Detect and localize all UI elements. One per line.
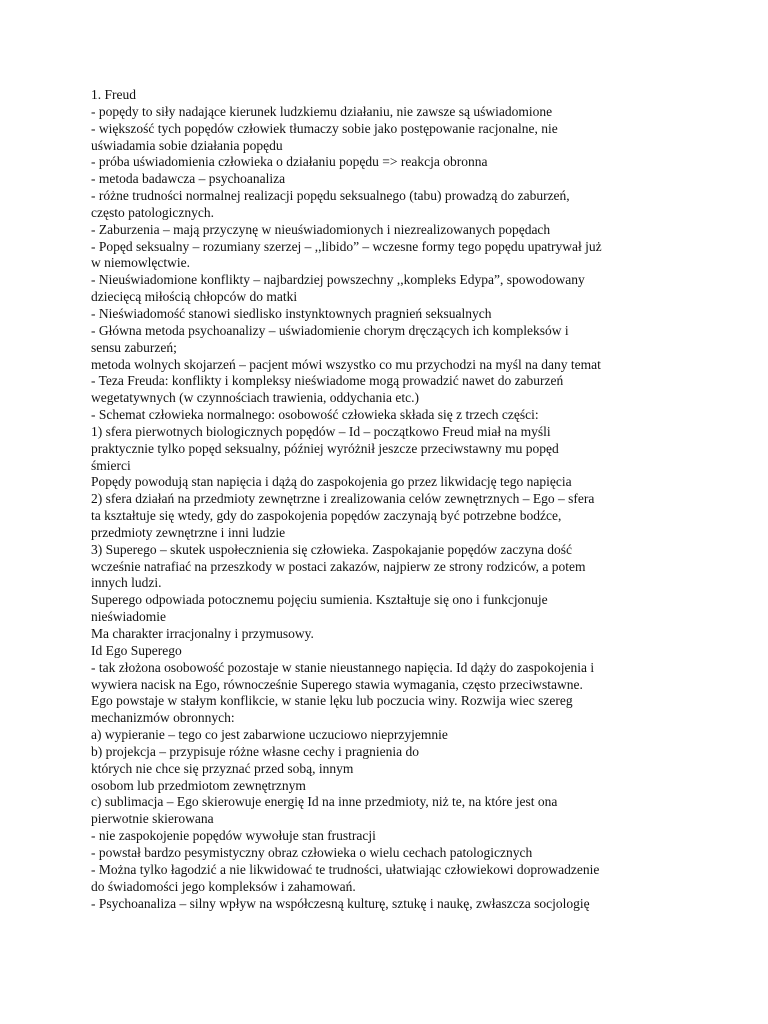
text-line: - metoda badawcza – psychoanaliza <box>91 171 286 187</box>
text-line: a) wypieranie – tego co jest zabarwione uczuciowo nieprzyjemnie <box>91 727 448 743</box>
document-body <box>91 87 686 912</box>
text-line: innych ludzi. <box>91 575 162 591</box>
text-line: Popędy powodują stan napięcia i dążą do zaspokojenia go przez likwidację tego napięcia <box>91 474 572 490</box>
text-line: mechanizmów obronnych: <box>91 710 235 726</box>
text-line: Superego odpowiada potocznemu pojęciu sumienia. Kształtuje się ono i funkcjonuje <box>91 592 548 608</box>
text-line: - tak złożona osobowość pozostaje w stanie nieustannego napięcia. Id dąży do zaspokojenia i <box>91 659 595 675</box>
text-line: 3) Superego – skutek uspołecznienia się człowieka. Zaspokajanie popędów zaczyna dość <box>91 541 572 557</box>
text-line: - Popęd seksualny – rozumiany szerzej – ,,libido” – wczesne formy tego popędu upatrywał już <box>91 238 602 254</box>
text-line: do świadomości jego kompleksów i zahamowań. <box>91 878 356 894</box>
text-line: Ma charakter irracjonalny i przymusowy. <box>91 626 314 641</box>
text-line: - nie zaspokojenie popędów wywołuje stan frustracji <box>91 828 376 844</box>
text-line: sensu zaburzeń; <box>91 339 177 355</box>
text-line: 1) sfera pierwotnych biologicznych popędów – Id – początkowo Freud miał na myśli <box>91 423 551 439</box>
text-line: wywiera nacisk na Ego, równocześnie Superego stawia wymagania, często przeciwstawne. <box>91 676 583 692</box>
text-line: - Nieświadomość stanowi siedlisko instynktownych pragnień seksualnych <box>91 305 492 321</box>
text-line: osobom lub przedmiotom zewnętrznym <box>91 777 306 793</box>
text-line: - Nieuświadomione konflikty – najbardziej powszechny ,,kompleks Edypa”, spowodowany <box>91 272 585 288</box>
text-line: dziecięcą miłością chłopców do matki <box>91 289 298 305</box>
text-line: śmierci <box>91 457 131 473</box>
text-line: c) sublimacja – Ego skierowuje energię Id na inne przedmioty, niż te, na które jest ona <box>91 794 558 810</box>
text-line: Id Ego Superego <box>91 642 182 658</box>
text-line: - różne trudności normalnej realizacji popędu seksualnego (tabu) prowadzą do zaburzeń, <box>91 188 570 204</box>
text-line: - Schemat człowieka normalnego: osobowość człowieka składa się z trzech części: <box>91 407 539 423</box>
text-line: - większość tych popędów człowiek tłumaczy sobie jako postępowanie racjonalne, nie <box>91 120 558 136</box>
text-line: - próba uświadomienia człowieka o działaniu popędu => reakcja obronna <box>91 154 488 170</box>
text-line: b) projekcja – przypisuje różne własne cechy i pragnienia do <box>91 743 419 759</box>
text-line: - popędy to siły nadające kierunek ludzkiemu działaniu, nie zawsze są uświadomione <box>91 103 553 119</box>
text-line: - Główna metoda psychoanalizy – uświadomienie chorym dręczących ich kompleksów i <box>91 322 569 338</box>
text-line: wcześnie natrafiać na przeszkody w postaci zakazów, najpierw ze strony rodziców, a potem <box>91 558 586 574</box>
text-line: - Psychoanaliza – silny wpływ na współczesną kulturę, sztukę i naukę, zwłaszcza socjologię <box>91 895 590 911</box>
text-line: - Można tylko łagodzić a nie likwidować te trudności, ułatwiając człowiekowi doprowadzenie <box>91 861 600 877</box>
text-line: Ego powstaje w stałym konflikcie, w stanie lęku lub poczucia winy. Rozwija wiec szereg <box>91 693 573 709</box>
text-line: których nie chce się przyznać przed sobą, innym <box>91 760 354 776</box>
text-line: często patologicznych. <box>91 204 214 220</box>
text-line: w niemowlęctwie. <box>91 255 190 271</box>
text-line: - powstał bardzo pesymistyczny obraz człowieka o wielu cechach patologicznych <box>91 844 533 860</box>
text-line: pierwotnie skierowana <box>91 811 214 827</box>
text-line: praktycznie tylko popęd seksualny, później wyróżnił jeszcze przeciwstawny mu popęd <box>91 440 559 456</box>
text-line: wegetatywnych (w czynnościach trawienia, oddychania etc.) <box>91 390 419 406</box>
text-line: 2) sfera działań na przedmioty zewnętrzne i zrealizowania celów zewnętrznych – Ego – sfera <box>91 491 595 507</box>
text-line: przedmioty zewnętrzne i inni ludzie <box>91 524 286 540</box>
text-line: nieświadomie <box>91 609 166 625</box>
text-line: uświadamia sobie działania popędu <box>91 137 283 153</box>
text-line: - Zaburzenia – mają przyczynę w nieuświadomionych i niezrealizowanych popędach <box>91 221 551 237</box>
text-line: 1. Freud <box>91 87 136 102</box>
text-line: ta kształtuje się wtedy, gdy do zaspokojenia popędów zaczynają być potrzebne bodźce, <box>91 508 562 524</box>
text-line: - Teza Freuda: konflikty i kompleksy nieświadome mogą prowadzić nawet do zaburzeń <box>91 373 564 389</box>
text-line: metoda wolnych skojarzeń – pacjent mówi wszystko co mu przychodzi na myśl na dany temat <box>91 356 601 372</box>
